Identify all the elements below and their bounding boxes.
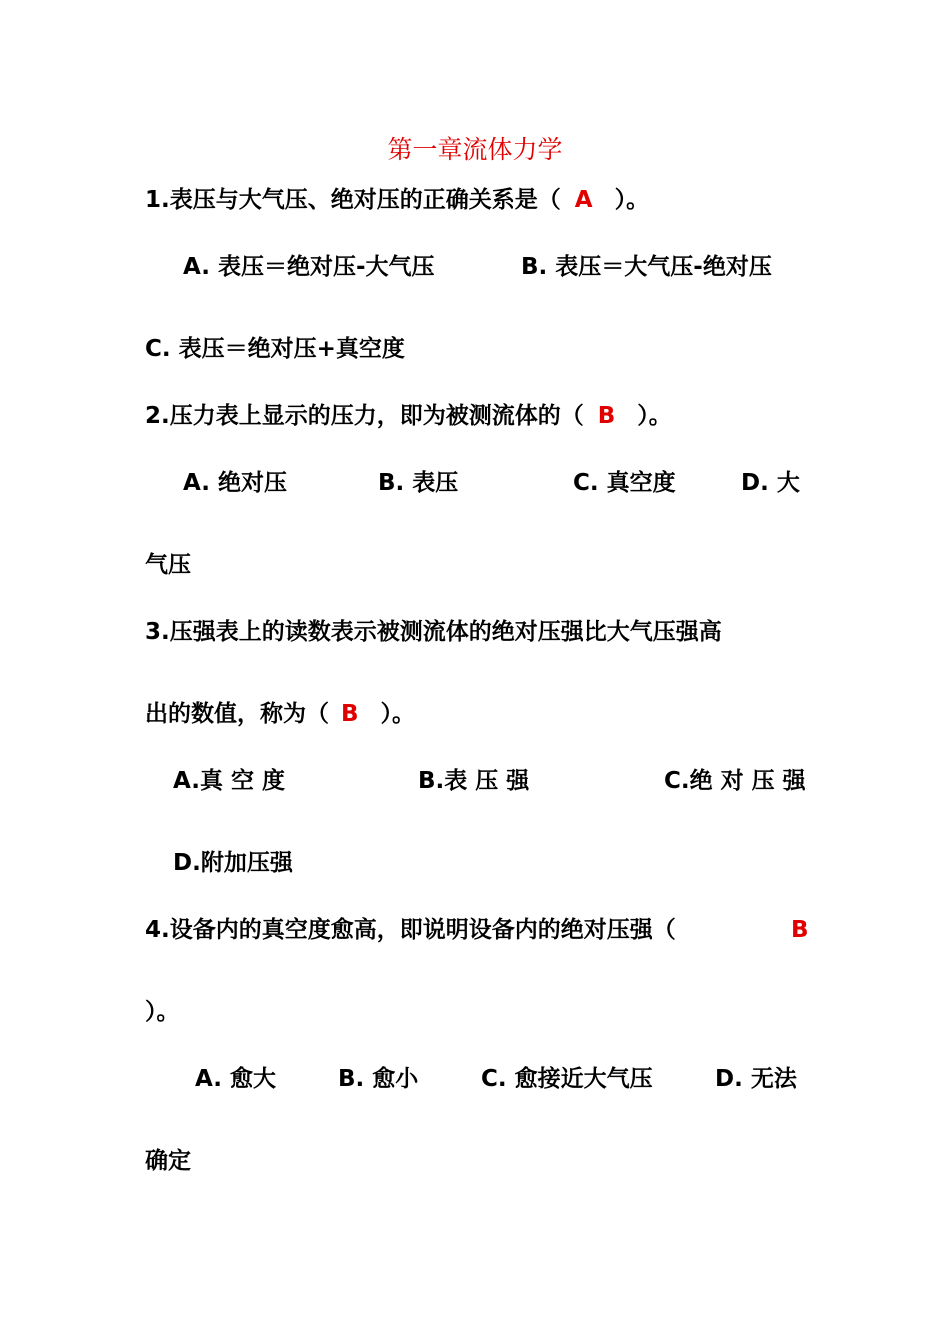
- question-2-option-d: D. 大: [741, 470, 800, 496]
- question-1-text: 1.表压与大气压、绝对压的正确关系是（: [145, 187, 561, 213]
- question-3-option-d: D.附加压强: [173, 850, 293, 876]
- question-4-answer: B: [791, 917, 809, 943]
- question-2-option-d-continued: 气压: [145, 552, 191, 578]
- question-2: [145, 400, 672, 432]
- question-4-option-b: B. 愈小: [338, 1066, 419, 1092]
- question-3-option-a: A.真 空 度: [173, 768, 285, 794]
- question-3-answer: B: [341, 701, 359, 727]
- question-1-option-c: C. 表压＝绝对压+真空度: [145, 336, 405, 362]
- question-3-option-c: C.绝 对 压 强: [664, 768, 806, 794]
- question-4-option-d-continued: 确定: [145, 1148, 191, 1174]
- question-2-text: 2.压力表上显示的压力，即为被测流体的（: [145, 403, 584, 429]
- question-1: [145, 184, 649, 216]
- question-4-answer-wrap: [791, 914, 809, 946]
- question-3-text: 出的数值，称为（: [145, 701, 329, 727]
- question-2-option-c: C. 真空度: [573, 470, 676, 496]
- question-1-end: ）。: [614, 187, 650, 213]
- chapter-title: 第一章流体力学: [387, 135, 563, 164]
- question-4-text: 4.设备内的真空度愈高，即说明设备内的绝对压强（: [145, 917, 676, 943]
- question-3-line-2: [145, 698, 415, 730]
- question-3-option-b: B.表 压 强: [418, 768, 530, 794]
- question-1-answer: A: [574, 187, 593, 213]
- question-4-option-a: A. 愈大: [195, 1066, 276, 1092]
- question-4-end: ）。: [145, 999, 180, 1025]
- question-2-end: ）。: [637, 403, 672, 429]
- question-2-answer: B: [597, 403, 616, 429]
- question-2-option-a: A. 绝对压: [183, 470, 287, 496]
- question-4: [145, 914, 676, 946]
- question-4-option-c: C. 愈接近大气压: [481, 1066, 653, 1092]
- question-1-option-b: B. 表压＝大气压-绝对压: [521, 254, 772, 280]
- question-3-line-1: 3.压强表上的读数表示被测流体的绝对压强比大气压强高: [145, 619, 722, 645]
- question-2-option-b: B. 表压: [378, 470, 459, 496]
- question-3-end: ）。: [380, 701, 416, 727]
- question-1-option-a: A. 表压＝绝对压-大气压: [183, 254, 435, 280]
- question-4-option-d: D. 无法: [715, 1066, 797, 1092]
